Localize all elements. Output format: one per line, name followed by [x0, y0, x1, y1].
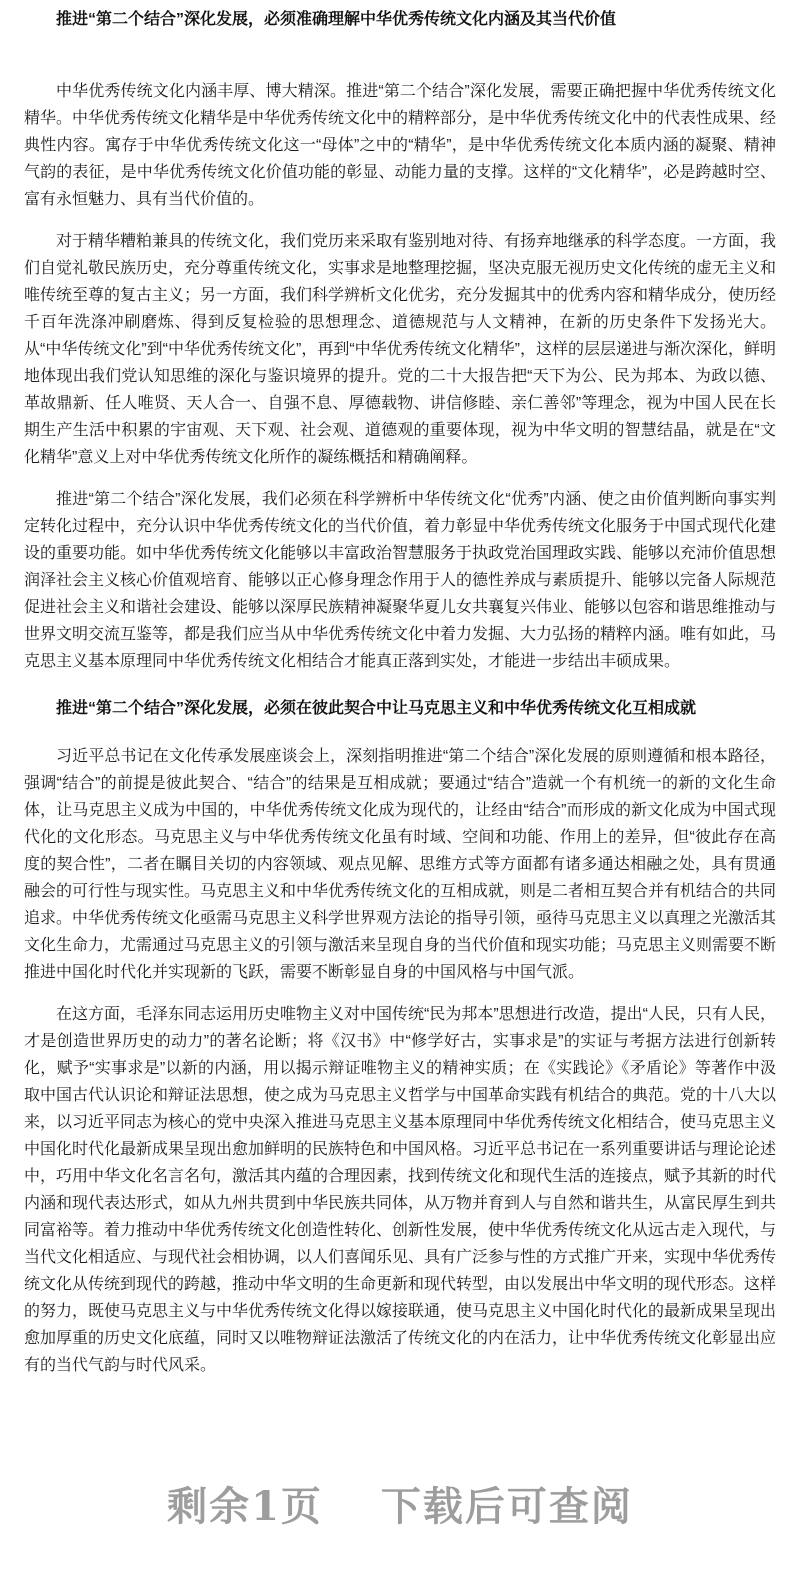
download-hint-label: 下载后可查阅: [380, 1483, 633, 1530]
document-title: 推进“第二个结合”深化发展，必须准确理解中华优秀传统文化内涵及其当代价值: [56, 11, 617, 28]
footer-notice: [24, 1475, 776, 1572]
paragraph: 中华优秀传统文化内涵丰厚、博大精深。推进“第二个结合”深化发展，需要正确把握中华优秀传统文化精华。中华优秀传统文化精华是中华优秀传统文化中的精粹部分，是中华优秀传统文化中的代表性成果、经典性内容。寓存于中华优秀传统文化这一“母体”之中的“精华”，是中华优秀传统文化本质内涵的凝聚、精神气韵的表征，是中华优秀传统文化价值功能的彰显、动能力量的支撑。这样的“文化精华”，必是跨越时空、富有永恒魅力、具有当代价值的。: [24, 83, 777, 208]
paragraph: 推进“第二个结合”深化发展，我们必须在科学辨析中华传统文化“优秀”内涵、使之由价值判断向事实判定转化过程中，充分认识中华优秀传统文化的当代价值，着力彰显中华优秀传统文化服务于中国式现代化建设的重要功能。如中华优秀传统文化能够以丰富政治智慧服务于执政党治国理政实践、能够以充沛价值思想润泽社会主义核心价值观培育、能够以正心修身理念作用于人的德性养成与素质提升、能够以完备人际规范促进社会主义和谐社会建设、能够以深厚民族精神凝聚华夏儿女共襄复兴伟业、能够以包容和谐思维推动与世界文明交流互鉴等，都是我们应当从中华优秀传统文化中着力发掘、大力弘扬的精粹内涵。唯有如此，马克思主义基本原理同中华优秀传统文化相结合才能真正落到实处，才能进一步结出丰硕成果。: [24, 491, 777, 670]
pages-remaining-label: 剩余1页: [167, 1483, 323, 1530]
paragraph: 对于精华糟粕兼具的传统文化，我们党历来采取有鉴别地对待、有扬弃地继承的科学态度。一方面，我们自觉礼敬民族历史，充分尊重传统文化，实事求是地整理挖掘，坚决克服无视历史文化传统的虚无主义和唯传统至尊的复古主义；另一方面，我们科学辨析文化优劣，充分发掘其中的优秀内容和精华成分，使历经千百年洗涤冲刷磨炼、得到反复检验的思想理念、道德规范与人文精神，在新的历史条件下发扬光大。从“中华传统文化”到“中华优秀传统文化”，再到“中华优秀传统文化精华”，这样的层层递进与渐次深化，鲜明地体现出我们党认知思维的深化与鉴识境界的提升。党的二十大报告把“天下为公、民为邦本、为政以德、革故鼎新、任人唯贤、天人合一、自强不息、厚德载物、讲信修睦、亲仁善邻”等理念，视为中国人民在长期生产生活中积累的宇宙观、天下观、社会观、道德观的重要体现，视为中华文明的智慧结晶，就是在“文化精华”意义上对中华优秀传统文化所作的凝练概括和精确阐释。: [24, 233, 777, 466]
paragraph: 习近平总书记在文化传承发展座谈会上，深刻指明推进“第二个结合”深化发展的原则遵循和根本路径，强调“结合”的前提是彼此契合、“结合”的结果是互相成就；要通过“结合”造就一个有机统一的新的文化生命体，让马克思主义成为中国的，中华优秀传统文化成为现代的，让经由“结合”而形成的新文化成为中国式现代化的文化形态。马克思主义与中华优秀传统文化虽有时域、空间和功能、作用上的差异，但“彼此存在高度的契合性”，二者在瞩目关切的内容领域、观点见解、思维方式等方面都有诸多通达相融之处，具有贯通融会的可行性与现实性。马克思主义和中华优秀传统文化的互相成就，则是二者相互契合并有机结合的共同追求。中华优秀传统文化亟需马克思主义科学世界观方法论的指导引领，亟待马克思主义以真理之光激活其文化生命力，尤需通过马克思主义的引领与激活来呈现自身的当代价值和现实功能；马克思主义则需要不断推进中国化时代化并实现新的飞跃，需要不断彰显自身的中国风格与中国气派。: [24, 748, 777, 981]
section-heading: 推进“第二个结合”深化发展，必须在彼此契合中让马克思主义和中华优秀传统文化互相成就: [56, 700, 697, 717]
paragraph: 在这方面，毛泽东同志运用历史唯物主义对中国传统“民为邦本”思想进行改造，提出“人民，只有人民，才是创造世界历史的动力”的著名论断；将《汉书》中“修学好古，实事求是”的实证与考据方法进行创新转化，赋予“实事求是”以新的内涵，用以揭示辩证唯物主义的精神实质；在《实践论》《矛盾论》等著作中汲取中国古代认识论和辩证法思想，使之成为马克思主义哲学与中国革命实践有机结合的典范。党的十八大以来，以习近平同志为核心的党中央深入推进马克思主义基本原理同中华优秀传统文化相结合，使马克思主义中国化时代化最新成果呈现出愈加鲜明的民族特色和中国风格。习近平总书记在一系列重要讲话与理论论述中，巧用中华文化名言名句，激活其内蕴的合理因素，找到传统文化和现代生活的连接点，赋予其新的时代内涵和现代表达形式，如从九州共贯到中华民族共同体，从万物并育到人与自然和谐共生，从富民厚生到共同富裕等。着力推动中华优秀传统文化创造性转化、创新性发展，使中华优秀传统文化从远古走入现代，与当代文化相适应、与现代社会相协调，以人们喜闻乐见、具有广泛参与性的方式推广开来，实现中华优秀传统文化从传统到现代的跨越，推动中华文明的生命更新和现代转型，由以发展出中华文明的现代形态。这样的努力，既使马克思主义与中华优秀传统文化得以嫁接联通，使马克思主义中国化时代化的最新成果呈现出愈加厚重的历史文化底蕴，同时又以唯物辩证法激活了传统文化的内在活力，让中华优秀传统文化彰显出应有的当代气韵与时代风采。: [24, 1006, 777, 1374]
